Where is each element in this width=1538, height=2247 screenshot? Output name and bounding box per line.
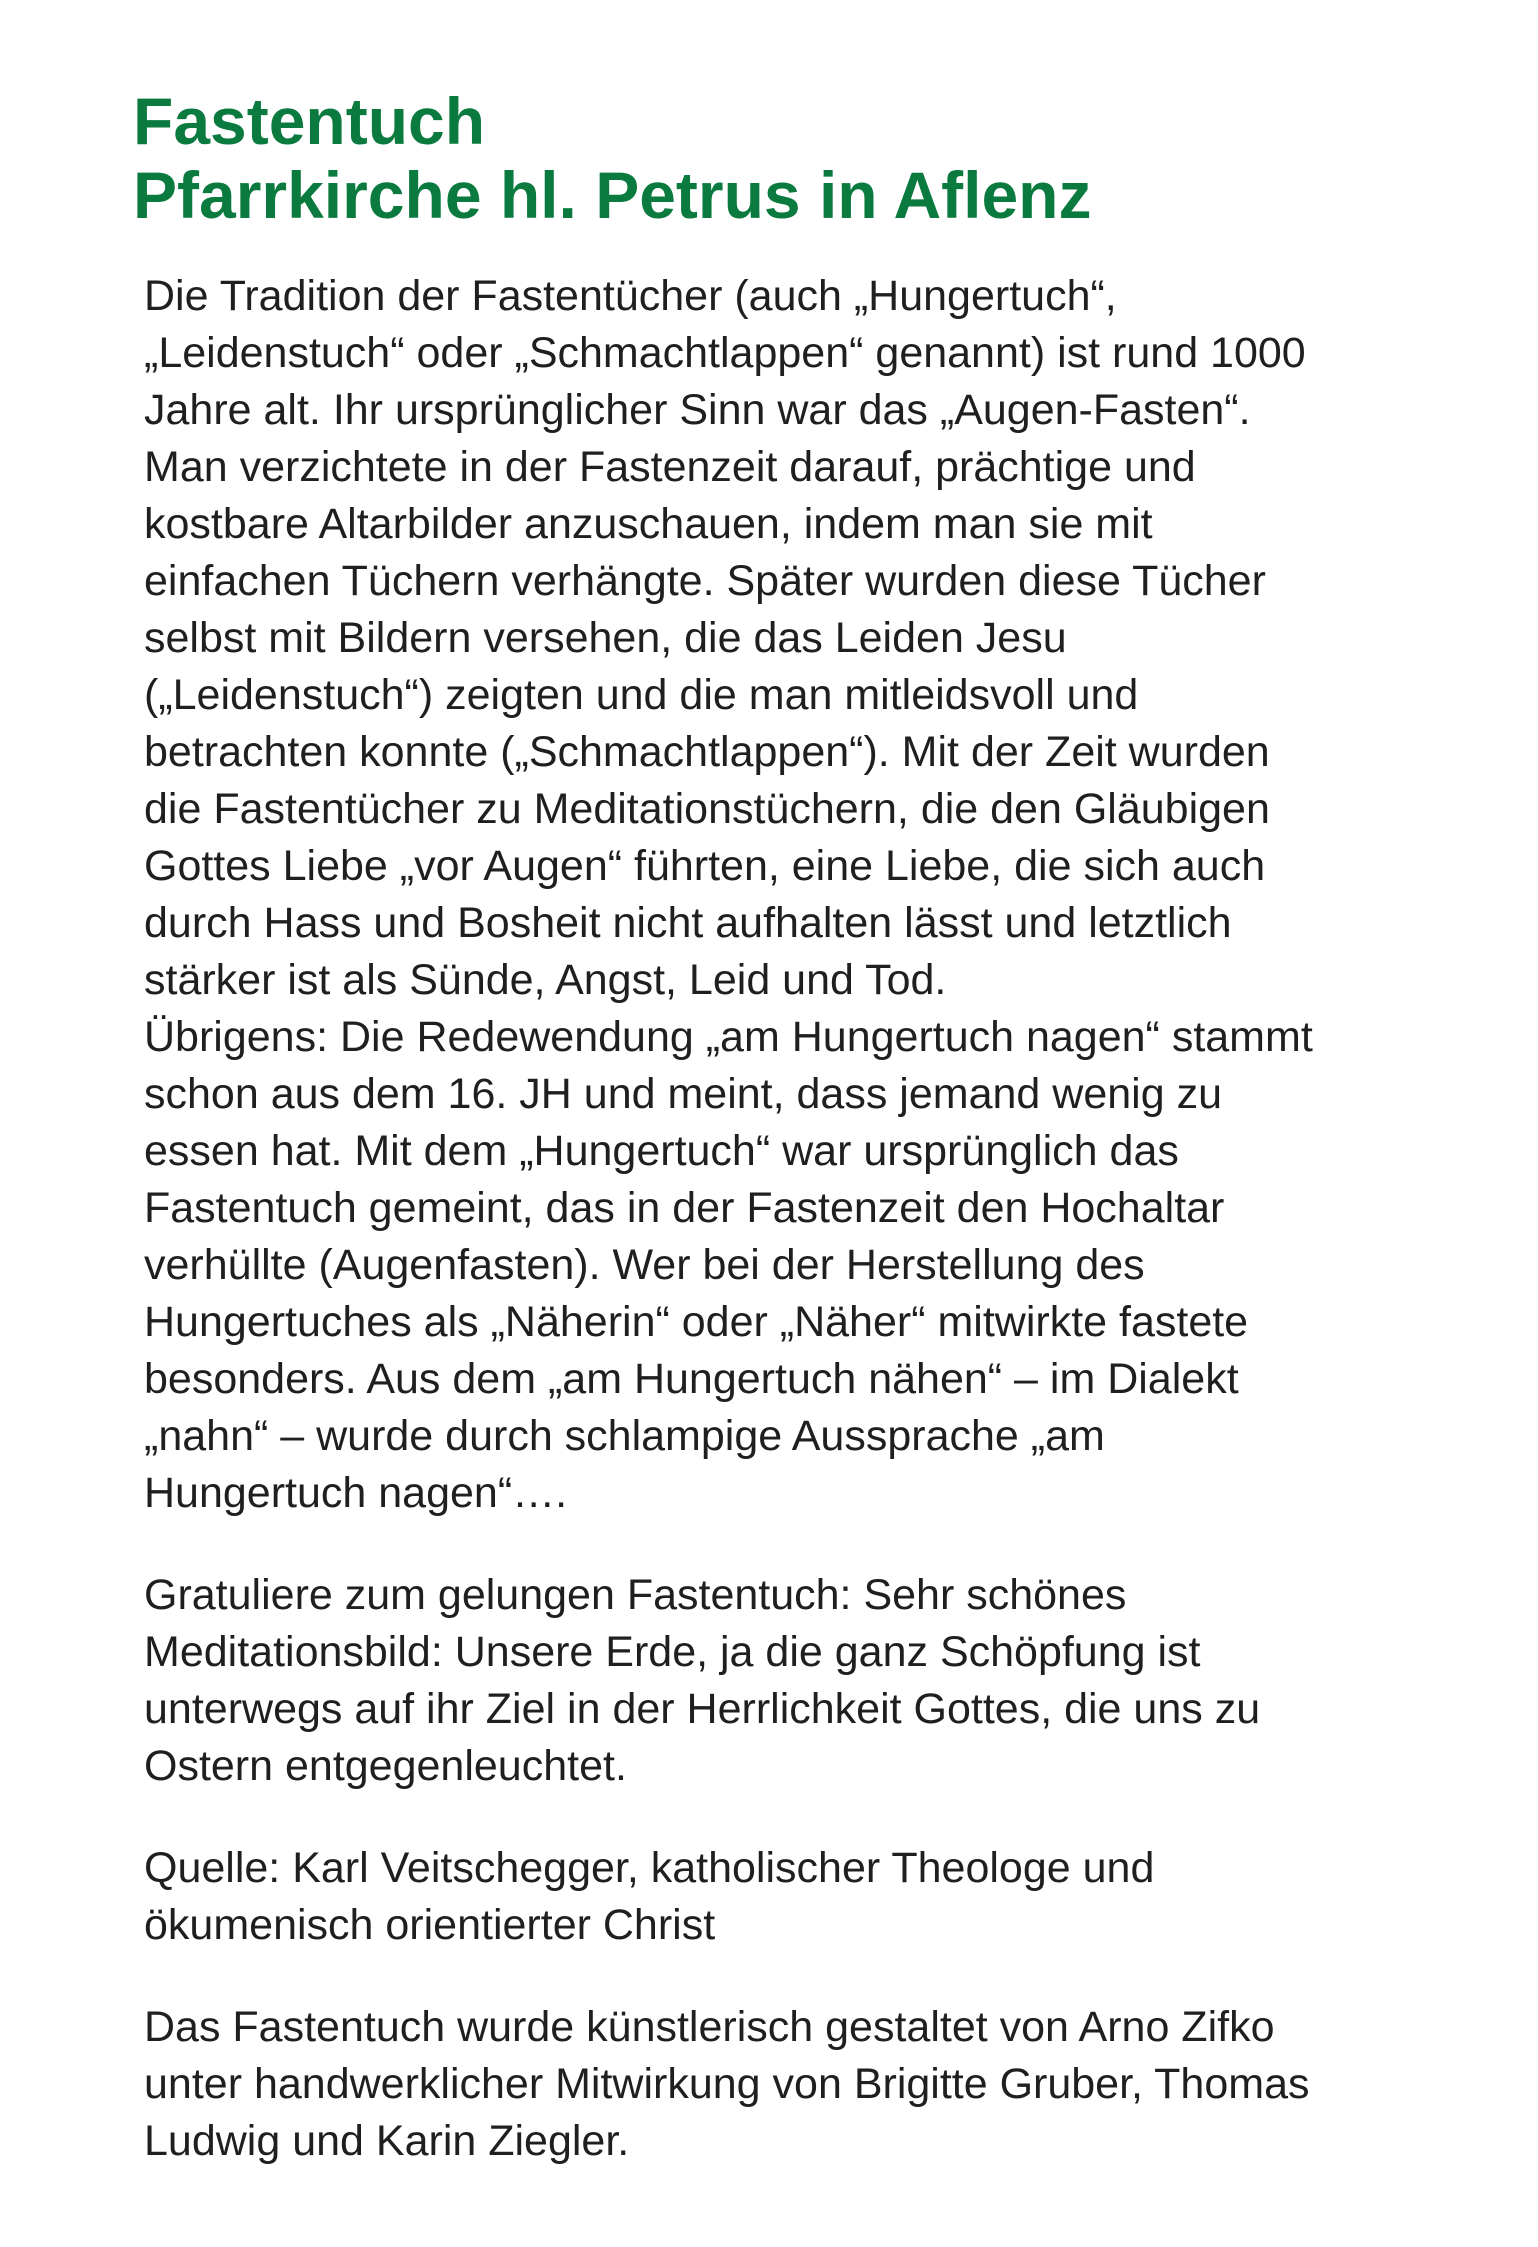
text-line: Ostern entgegenleuchtet. [144, 1742, 627, 1790]
text-line: Hungertuches als „Näherin“ oder „Näher“ mitwirkte fastete [144, 1298, 1249, 1346]
paragraph-redewendung [144, 1009, 1534, 1522]
document-body [144, 268, 1534, 2170]
title-line-1: Fastentuch [133, 84, 486, 158]
text-line: Jahre alt. Ihr ursprünglicher Sinn war das „Augen-Fasten“. [144, 386, 1251, 434]
paragraph-quelle [144, 1840, 1534, 1954]
text-line: Meditationsbild: Unsere Erde, ja die ganz Schöpfung ist [144, 1628, 1201, 1676]
text-line: kostbare Altarbilder anzuschauen, indem man sie mit [144, 500, 1153, 548]
text-line: verhüllte (Augenfasten). Wer bei der Herstellung des [144, 1241, 1145, 1289]
text-line: betrachten konnte („Schmachtlappen“). Mit der Zeit wurden [144, 728, 1270, 776]
text-line: unterwegs auf ihr Ziel in der Herrlichkeit Gottes, die uns zu [144, 1685, 1261, 1733]
paragraph-gratulation [144, 1567, 1534, 1795]
text-line: „Leidenstuch“ oder „Schmachtlappen“ genannt) ist rund 1000 [144, 329, 1306, 377]
text-line: schon aus dem 16. JH und meint, dass jemand wenig zu [144, 1070, 1222, 1118]
text-line: Übrigens: Die Redewendung „am Hungertuch nagen“ stammt [144, 1013, 1313, 1061]
text-line: Die Tradition der Fastentücher (auch „Hungertuch“, [144, 272, 1117, 320]
text-line: Man verzichtete in der Fastenzeit darauf, prächtige und [144, 443, 1196, 491]
text-line: selbst mit Bildern versehen, die das Leiden Jesu [144, 614, 1067, 662]
title-line-2: Pfarrkirche hl. Petrus in Aflenz [133, 158, 1092, 232]
text-line: Ludwig und Karin Ziegler. [144, 2117, 630, 2165]
text-line: einfachen Tüchern verhängte. Später wurden diese Tücher [144, 557, 1266, 605]
text-line: essen hat. Mit dem „Hungertuch“ war ursprünglich das [144, 1127, 1179, 1175]
paragraph-credits [144, 1999, 1534, 2170]
text-line: die Fastentücher zu Meditationstüchern, die den Gläubigen [144, 785, 1270, 833]
text-line: besonders. Aus dem „am Hungertuch nähen“ – im Dialekt [144, 1355, 1239, 1403]
text-line: Gratuliere zum gelungen Fastentuch: Sehr schönes [144, 1571, 1127, 1619]
page-title [133, 84, 1091, 232]
text-line: stärker ist als Sünde, Angst, Leid und Tod. [144, 956, 947, 1004]
text-line: „nahn“ – wurde durch schlampige Aussprache „am [144, 1412, 1105, 1460]
text-line: durch Hass und Bosheit nicht aufhalten lässt und letztlich [144, 899, 1232, 947]
text-line: unter handwerklicher Mitwirkung von Brigitte Gruber, Thomas [144, 2060, 1310, 2108]
text-line: („Leidenstuch“) zeigten und die man mitleidsvoll und [144, 671, 1139, 719]
text-line: Das Fastentuch wurde künstlerisch gestaltet von Arno Zifko [144, 2003, 1275, 2051]
text-line: Fastentuch gemeint, das in der Fastenzeit den Hochaltar [144, 1184, 1225, 1232]
paragraph-tradition [144, 268, 1534, 1009]
text-line: Quelle: Karl Veitschegger, katholischer Theologe und [144, 1844, 1155, 1892]
text-line: ökumenisch orientierter Christ [144, 1901, 716, 1949]
text-line: Gottes Liebe „vor Augen“ führten, eine Liebe, die sich auch [144, 842, 1266, 890]
text-line: Hungertuch nagen“…. [144, 1469, 568, 1517]
